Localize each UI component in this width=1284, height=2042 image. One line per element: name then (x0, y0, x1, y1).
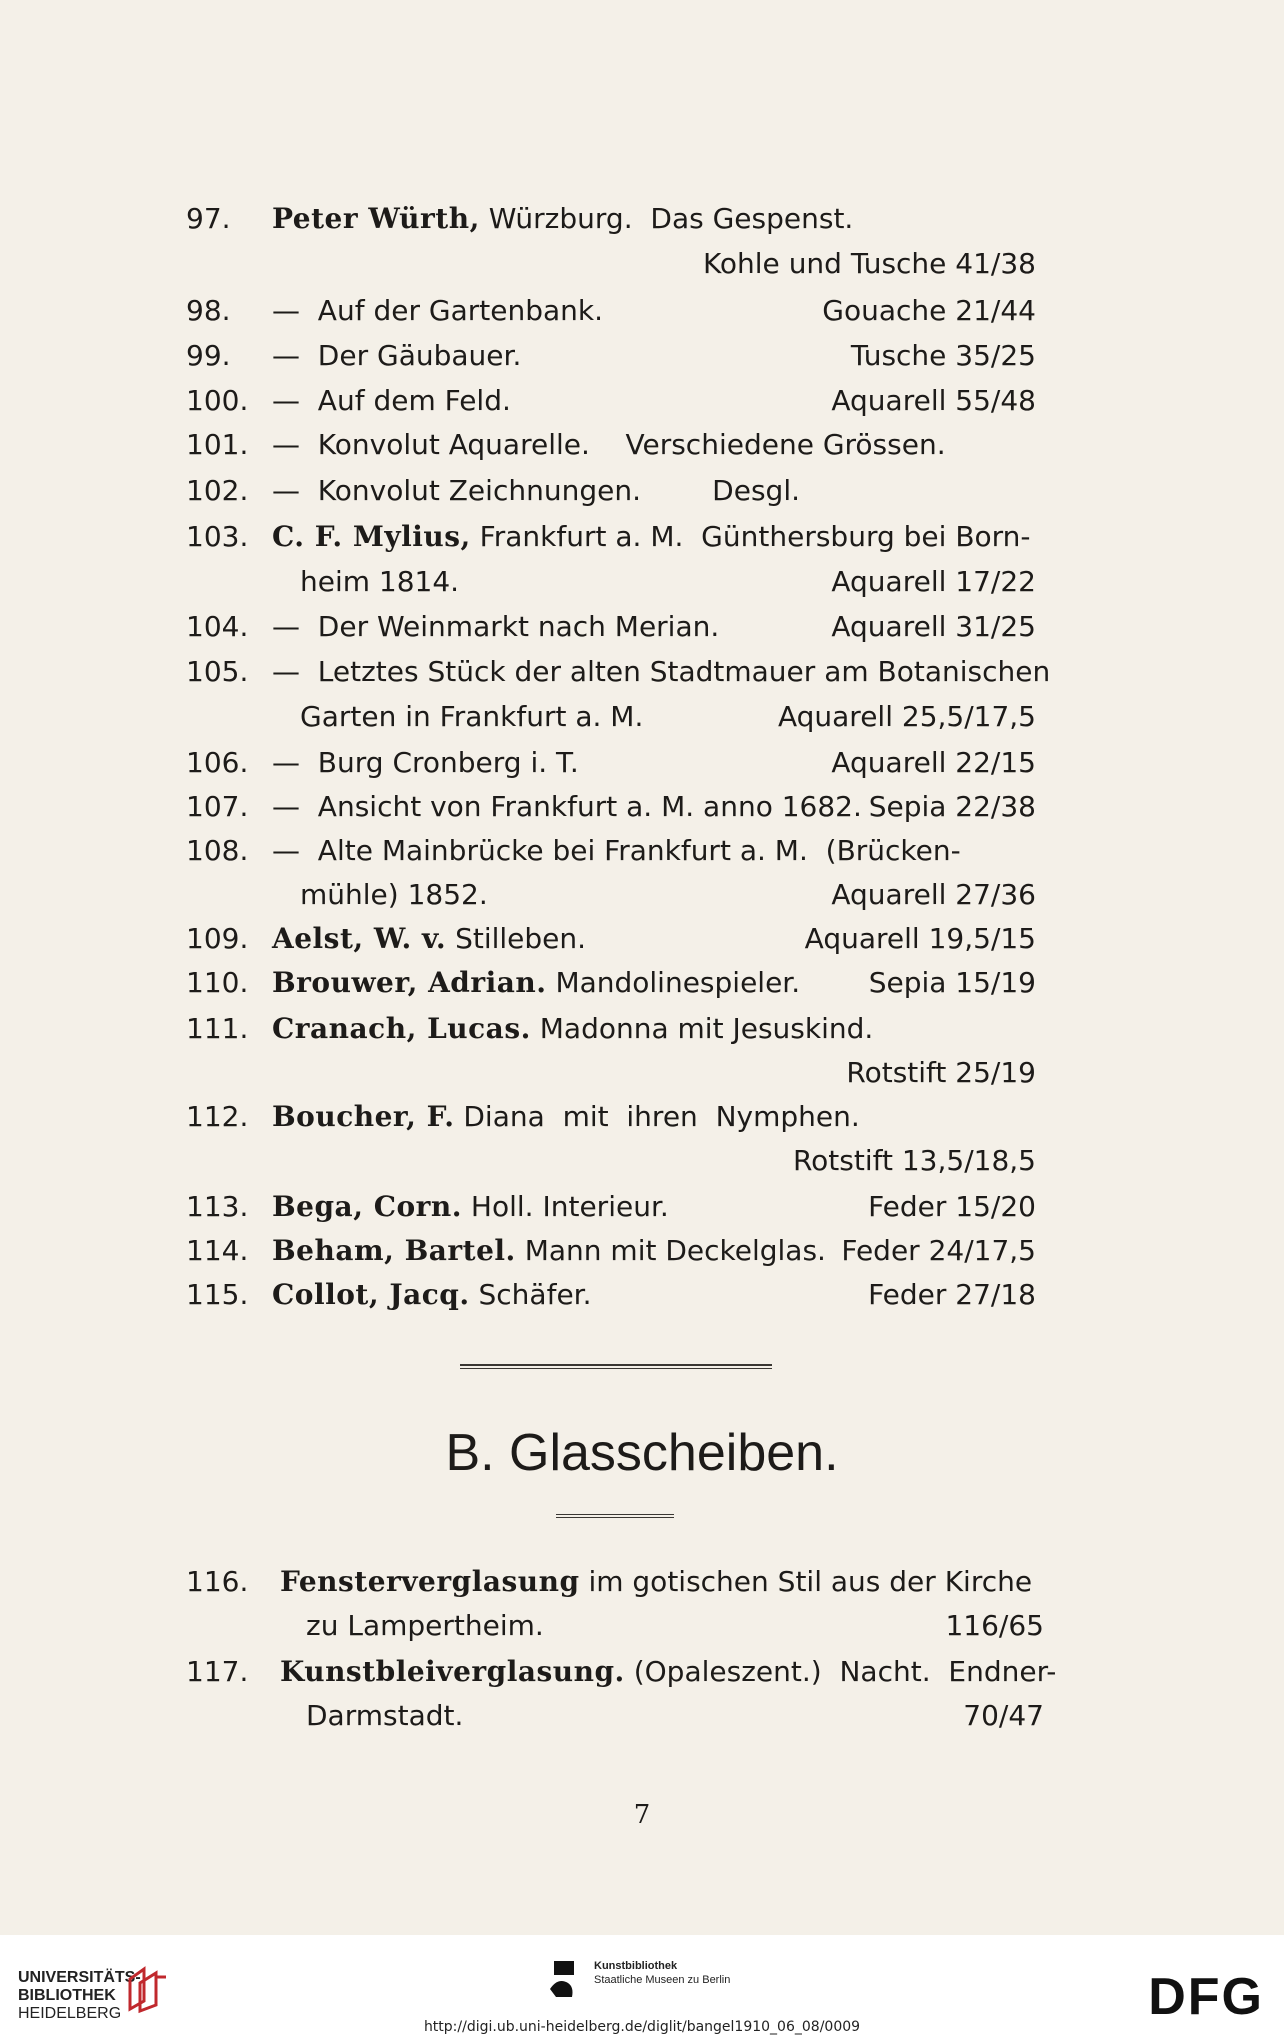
entry-number: 109. (186, 922, 249, 955)
entry-description: — Auf der Gartenbank. (272, 294, 603, 327)
kunstbibliothek-logo-icon (548, 1959, 586, 1999)
entry-description: mühle) 1852. (300, 878, 488, 911)
entry-text (272, 1187, 669, 1227)
entry-line (0, 425, 1036, 465)
entry-line (0, 517, 1036, 557)
entry-text (272, 425, 946, 465)
entry-technique-size: Aquarell 27/36 (831, 878, 1036, 911)
entry-technique-size: Feder 27/18 (868, 1278, 1036, 1311)
entry-number: 114. (186, 1234, 249, 1267)
entry-line (0, 1652, 1057, 1692)
entry-description: — Konvolut Zeichnungen. Desgl. (272, 474, 800, 507)
entry-line (0, 697, 1036, 737)
entry-line (0, 831, 1036, 871)
entry-line (0, 1009, 1036, 1049)
entry-description: Holl. Interieur. (470, 1190, 669, 1223)
entry-technique-size: Sepia 22/38 (868, 790, 1036, 823)
entry-line (0, 199, 1036, 239)
entry-text (272, 919, 586, 959)
ub-emblem-icon (126, 1965, 170, 2015)
entry-number: 102. (186, 474, 249, 507)
entry-description: — Der Gäubauer. (272, 339, 522, 372)
entry-text (280, 1562, 1032, 1602)
entry-description: Frankfurt a. M. Günthersburg bei Born- (479, 520, 1031, 553)
artist-name: Boucher, F. (272, 1100, 455, 1133)
entry-description: Diana mit ihren Nymphen. (463, 1100, 860, 1133)
entry-description: zu Lampertheim. (306, 1609, 544, 1642)
entry-description: — Alte Mainbrücke bei Frankfurt a. M. (Brücken- (272, 834, 961, 867)
artist-name: Beham, Bartel. (272, 1234, 516, 1267)
entry-line (0, 652, 1051, 692)
entry-line (0, 919, 1036, 959)
section-title: B. Glasscheiben. (445, 1424, 839, 1482)
entry-description: Schäfer. (478, 1278, 592, 1311)
entry-text (306, 1696, 463, 1736)
artist-name: Brouwer, Adrian. (272, 966, 547, 999)
ub-line-2: BIBLIOTHEK (18, 1987, 116, 2004)
entry-line (0, 1231, 1036, 1271)
entry-technique-size: Feder 24/17,5 (841, 1234, 1036, 1267)
kunstbibliothek-text (594, 1959, 730, 1987)
entry-text (272, 381, 511, 421)
entry-line (0, 1141, 1036, 1181)
entry-description: (Opaleszent.) Nacht. Endner- (633, 1655, 1057, 1688)
entry-technique-size: Aquarell 31/25 (831, 610, 1036, 643)
entry-technique-size: 70/47 (963, 1699, 1044, 1732)
entry-description: — Ansicht von Frankfurt a. M. anno 1682. (272, 790, 862, 823)
entry-text (300, 562, 459, 602)
entry-number: 117. (186, 1655, 249, 1688)
entry-text (280, 1652, 1056, 1692)
entry-technique-size: Feder 15/20 (868, 1190, 1036, 1223)
entry-number: 97. (186, 202, 231, 235)
entry-text (272, 199, 853, 239)
entry-description: — Der Weinmarkt nach Merian. (272, 610, 720, 643)
ub-line-1: UNIVERSITÄTS- (18, 1969, 141, 1986)
entry-text (272, 652, 1050, 692)
entry-number: 116. (186, 1565, 249, 1598)
entry-technique-size: Aquarell 19,5/15 (804, 922, 1036, 955)
entry-technique-size: 116/65 (945, 1609, 1044, 1642)
entry-text (272, 1231, 826, 1271)
entry-description: Mann mit Deckelglas. (524, 1234, 826, 1267)
entry-description: Stilleben. (455, 922, 587, 955)
entry-number: 112. (186, 1100, 249, 1133)
entry-number: 101. (186, 428, 249, 461)
entry-line (0, 471, 1036, 511)
entry-number: 103. (186, 520, 249, 553)
entry-text (272, 291, 603, 331)
entry-text (300, 875, 488, 915)
ub-line-3: HEIDELBERG (18, 2005, 122, 2022)
entry-text (272, 517, 1031, 557)
entry-line (0, 1606, 1044, 1646)
artist-name: Aelst, W. v. (272, 922, 447, 955)
entry-text (272, 336, 521, 376)
section-divider-top (460, 1364, 772, 1369)
entry-technique-size: Aquarell 55/48 (831, 384, 1036, 417)
entry-line (0, 1053, 1036, 1093)
entry-text (272, 1097, 860, 1137)
entry-text (272, 743, 579, 783)
dfg-logo[interactable]: DFG (1148, 1968, 1264, 2026)
section-divider-bottom (556, 1514, 674, 1518)
entry-description: — Burg Cronberg i. T. (272, 746, 579, 779)
entry-text (272, 607, 719, 647)
entry-line (0, 336, 1036, 376)
entry-number: 111. (186, 1012, 249, 1045)
entry-line (0, 875, 1036, 915)
artist-name: Kunstbleiverglasung. (280, 1655, 625, 1688)
page-number: 7 (633, 1800, 651, 1830)
entry-number: 115. (186, 1278, 249, 1311)
entry-number: 113. (186, 1190, 249, 1223)
entry-technique-size: Rotstift 25/19 (846, 1056, 1036, 1089)
entry-technique-size: Gouache 21/44 (822, 294, 1036, 327)
entry-description: Mandolinespieler. (555, 966, 801, 999)
artist-name: Cranach, Lucas. (272, 1012, 531, 1045)
entry-line (0, 1097, 1036, 1137)
artist-name: C. F. Mylius, (272, 520, 471, 553)
entry-description: — Auf dem Feld. (272, 384, 511, 417)
artist-name: Peter Würth, (272, 202, 480, 235)
entry-technique-size: Aquarell 22/15 (831, 746, 1036, 779)
entry-technique-size: Aquarell 17/22 (831, 565, 1036, 598)
entry-description: — Konvolut Aquarelle. Verschiedene Grössen. (272, 428, 946, 461)
entry-line (0, 291, 1036, 331)
entry-number: 100. (186, 384, 249, 417)
entry-text (300, 697, 643, 737)
entry-text (272, 1009, 873, 1049)
entry-number: 99. (186, 339, 231, 372)
entry-text (272, 1275, 592, 1315)
entry-description: heim 1814. (300, 565, 460, 598)
entry-number: 107. (186, 790, 249, 823)
entry-description: — Letztes Stück der alten Stadtmauer am Botanischen (272, 655, 1051, 688)
entry-line (0, 244, 1036, 284)
entry-technique-size: Tusche 35/25 (850, 339, 1036, 372)
entry-technique-size: Rotstift 13,5/18,5 (792, 1144, 1036, 1177)
source-url[interactable]: http://digi.ub.uni-heidelberg.de/diglit/bangel1910_06_08/0009 (423, 2019, 861, 2035)
entry-description: Madonna mit Jesuskind. (539, 1012, 874, 1045)
entry-technique-size: Sepia 15/19 (868, 966, 1036, 999)
entry-number: 106. (186, 746, 249, 779)
entry-line (0, 743, 1036, 783)
entry-description: Garten in Frankfurt a. M. (300, 700, 644, 733)
entry-technique-size: Aquarell 25,5/17,5 (777, 700, 1036, 733)
artist-name: Fensterverglasung (280, 1565, 580, 1598)
entry-description: Darmstadt. (306, 1699, 464, 1732)
entry-description: Würzburg. Das Gespenst. (488, 202, 854, 235)
entry-text (272, 471, 800, 511)
entry-text (306, 1606, 544, 1646)
kb-line-2: Staatliche Museen zu Berlin (594, 1974, 731, 1986)
footer-bar (0, 1935, 1284, 2042)
entry-number: 108. (186, 834, 249, 867)
entry-line (0, 787, 1036, 827)
entry-line (0, 1275, 1036, 1315)
entry-text (272, 831, 961, 871)
entry-line (0, 607, 1036, 647)
entry-number: 98. (186, 294, 231, 327)
entry-technique-size: Kohle und Tusche 41/38 (702, 247, 1036, 280)
university-library-logo[interactable] (18, 1969, 141, 2023)
entry-number: 105. (186, 655, 249, 688)
artist-name: Bega, Corn. (272, 1190, 463, 1223)
entry-text (272, 787, 862, 827)
entry-description: im gotischen Stil aus der Kirche (588, 1565, 1033, 1598)
entry-line (0, 381, 1036, 421)
entry-line (0, 562, 1036, 602)
artist-name: Collot, Jacq. (272, 1278, 470, 1311)
entry-line (0, 1562, 1044, 1602)
entry-line (0, 1696, 1044, 1736)
kb-line-1: Kunstbibliothek (594, 1960, 678, 1972)
entry-line (0, 963, 1036, 1003)
entry-number: 110. (186, 966, 249, 999)
entry-line (0, 1187, 1036, 1227)
entry-text (272, 963, 800, 1003)
entry-number: 104. (186, 610, 249, 643)
